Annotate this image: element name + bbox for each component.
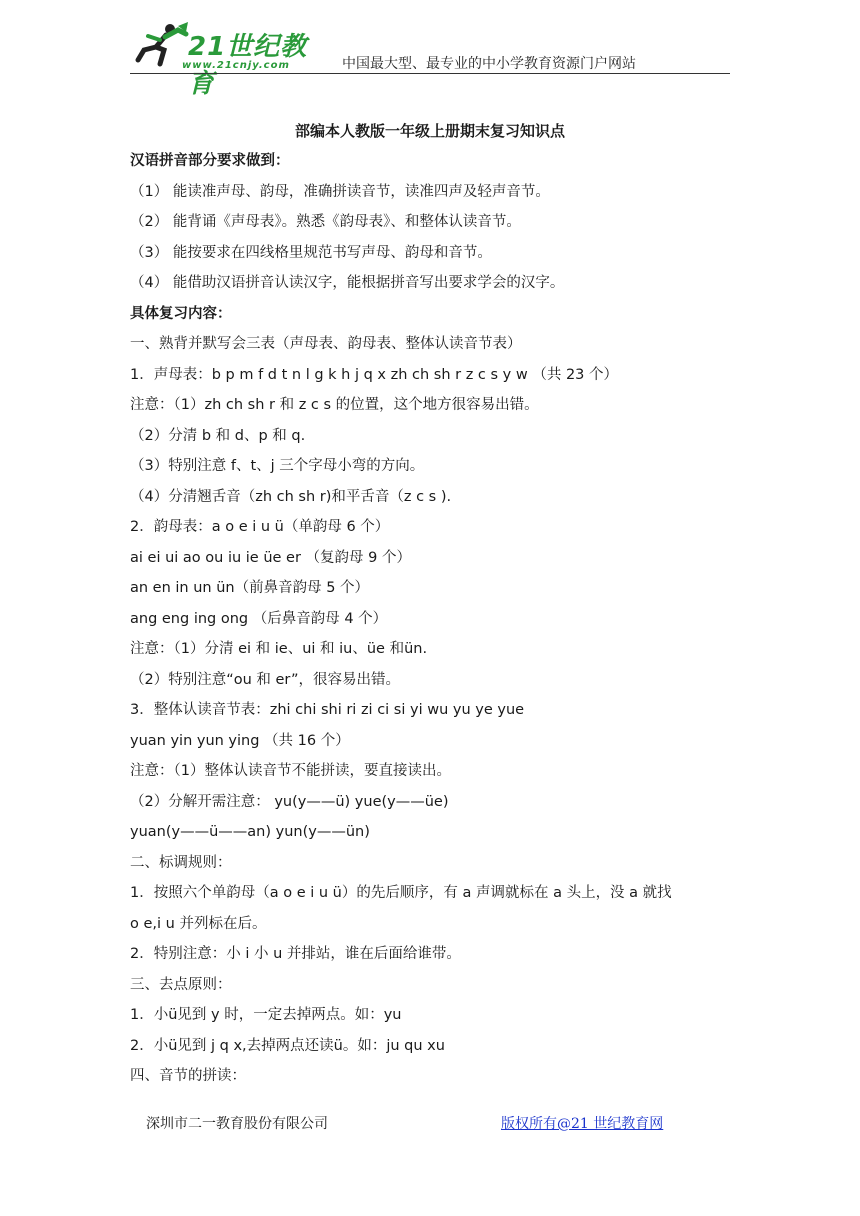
document-body — [130, 116, 730, 1092]
text-line: an en in un ün（前鼻音韵母 5 个） — [130, 580, 370, 596]
section-heading-content: 具体复习内容： — [130, 305, 232, 322]
runner-icon — [130, 20, 190, 74]
logo-wordmark: 21世纪教育 — [188, 32, 308, 99]
footer-company: 深圳市二一教育股份有限公司 — [146, 1116, 328, 1132]
text-line: 1．按照六个单韵母（a o e i u ü）的先后顺序，有 a 声调就标在 a 头上，没 a 就找 — [130, 885, 672, 901]
text-line: 3．整体认读音节表：zhi chi shi ri zi ci si yi wu yu ye yue — [130, 702, 525, 718]
site-logo[interactable] — [130, 20, 330, 99]
text-line: yuan(y——ü——an) yun(y——ün) — [130, 824, 370, 840]
site-tagline: 中国最大型、最专业的中小学教育资源门户网站 — [342, 56, 636, 72]
text-line: ai ei ui ao ou iu ie üe er （复韵母 9 个） — [130, 549, 411, 566]
text-line: （3）特别注意 f、t、j 三个字母小弯的方向。 — [130, 458, 425, 474]
text-line: 2．小ü见到 j q x,去掉两点还读ü。如：ju qu xu — [130, 1037, 445, 1054]
text-line: 二、标调规则： — [130, 854, 232, 871]
text-line: （4）分清翘舌音（zh ch sh r)和平舌音（z c s ). — [130, 488, 452, 505]
header-divider — [130, 73, 730, 74]
requirement-item: （2） 能背诵《声母表》。熟悉《韵母表》、和整体认读音节。 — [130, 214, 521, 230]
page-header — [130, 20, 730, 99]
text-line: 2．韵母表：a o e i u ü（单韵母 6 个） — [130, 519, 390, 535]
requirement-item: （4） 能借助汉语拼音认读汉字，能根据拼音写出要求学会的汉字。 — [130, 275, 565, 291]
page-footer — [0, 1113, 860, 1137]
text-line: 四、音节的拼读： — [130, 1068, 246, 1084]
text-line: 一、熟背并默写会三表（声母表、韵母表、整体认读音节表） — [130, 336, 522, 352]
text-line: yuan yin yun ying （共 16 个） — [130, 732, 350, 749]
text-line: （2）分清 b 和 d、p 和 q. — [130, 427, 306, 444]
section-heading-pinyin: 汉语拼音部分要求做到： — [130, 153, 290, 169]
requirement-item: （1） 能读准声母、韵母，准确拼读音节，读准四声及轻声音节。 — [130, 183, 550, 200]
text-line: 2．特别注意：小 i 小 u 并排站，谁在后面给谁带。 — [130, 946, 461, 962]
text-line: 1．声母表：b p m f d t n l g k h j q x zh ch sh r z c s y w （共 23 个） — [130, 366, 619, 383]
text-line: （2）分解开需注意： yu(y——ü) yue(y——üe) — [130, 793, 449, 810]
text-line: 三、去点原则： — [130, 976, 232, 993]
text-line: 注意：（1）zh ch sh r 和 z c s 的位置，这个地方很容易出错。 — [130, 397, 539, 413]
text-line: o e,i u 并列标在后。 — [130, 915, 267, 932]
logo-url: www.21cnjy.com — [182, 60, 290, 71]
text-line: （2）特别注意“ou 和 er”，很容易出错。 — [130, 671, 401, 688]
text-line: 注意：（1）分清 ei 和 ie、ui 和 iu、üe 和ün. — [130, 641, 428, 657]
footer-copyright-link[interactable]: 版权所有@21 世纪教育网 — [501, 1116, 664, 1132]
requirement-item: （3） 能按要求在四线格里规范书写声母、韵母和音节。 — [130, 244, 492, 261]
text-line: 1．小ü见到 y 时，一定去掉两点。如：yu — [130, 1007, 402, 1023]
text-line: 注意：（1）整体认读音节不能拼读，要直接读出。 — [130, 763, 451, 779]
document-title: 部编本人教版一年级上册期末复习知识点 — [294, 122, 565, 140]
text-line: ang eng ing ong （后鼻音韵母 4 个） — [130, 610, 388, 627]
